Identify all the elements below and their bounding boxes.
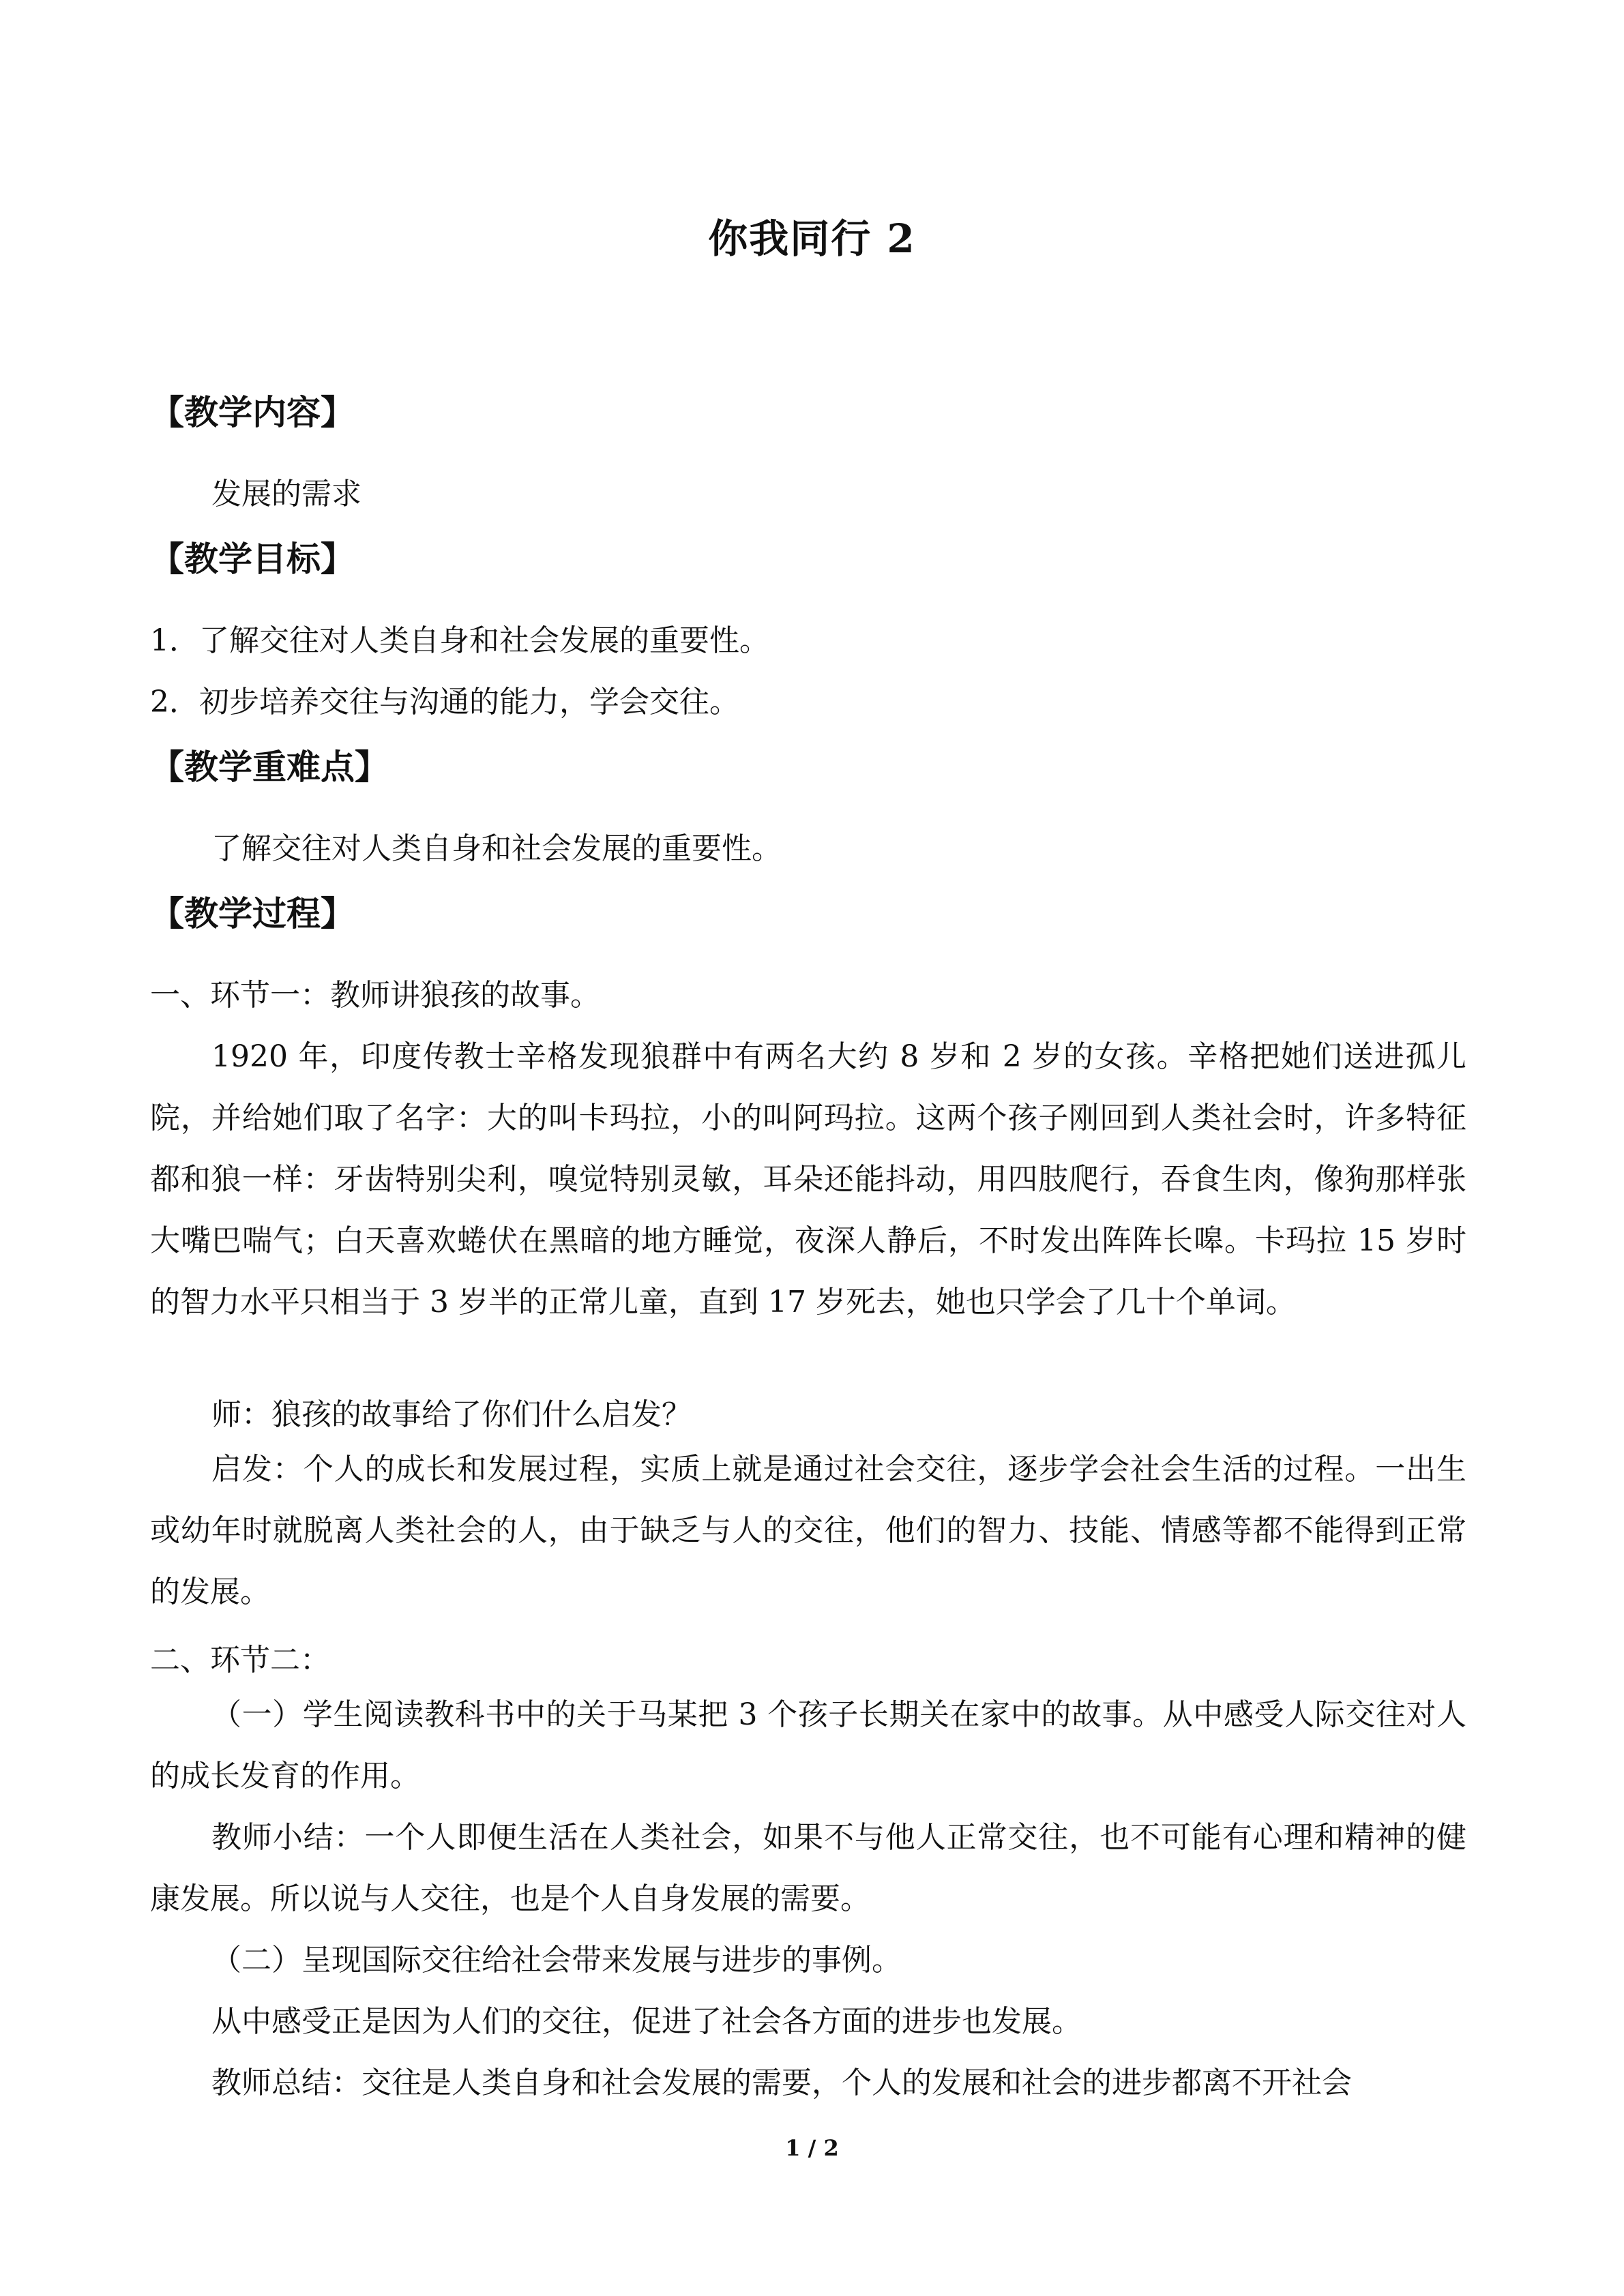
wolf-child-story: 1920 年，印度传教士辛格发现狼群中有两名大约 8 岁和 2 岁的女孩。辛格把她们送进孤儿院，并给她们取了名字：大的叫卡玛拉，小的叫阿玛拉。这两个孩子刚回到人类社会时，许多特征都和狼一样：牙齿特别尖利，嗅觉特别灵敏，耳朵还能抖动，用四肢爬行，吞食生肉，像狗那样张大嘴巴喘气；白天喜欢蜷伏在黑暗的地方睡觉，夜深人静后，不时发出阵阵长嗥。卡玛拉 15 岁时的智力水平只相当于 3 岁半的正常儿童，直到 17 岁死去，她也只学会了几十个单词。 bbox=[150, 1039, 1466, 1320]
page-number: 1 / 2 bbox=[785, 2135, 839, 2161]
heading-teaching-process: 【教学过程】 bbox=[150, 893, 355, 934]
key-points-text: 了解交往对人类自身和社会发展的重要性。 bbox=[211, 831, 782, 866]
step2-part1: （一）学生阅读教科书中的关于马某把 3 个孩子长期关在家中的故事。从中感受人际交往对人的成长发育的作用。 bbox=[150, 1697, 1466, 1793]
heading-key-points: 【教学重难点】 bbox=[150, 747, 389, 787]
teacher-summary-2: 教师总结：交往是人类自身和社会发展的需要，个人的发展和社会的进步都离不开社会 bbox=[211, 2066, 1352, 2100]
process-step2-title: 二、环节二： bbox=[150, 1643, 330, 1678]
heading-teaching-goals: 【教学目标】 bbox=[150, 539, 355, 579]
goal-item-1: 1．了解交往对人类自身和社会发展的重要性。 bbox=[150, 623, 769, 658]
heading-teaching-content: 【教学内容】 bbox=[150, 392, 355, 432]
teaching-content-text: 发展的需求 bbox=[211, 477, 361, 511]
insight-paragraph: 启发：个人的成长和发展过程，实质上就是通过社会交往，逐步学会社会生活的过程。一出生或幼年时就脱离人类社会的人，由于缺乏与人的交往，他们的智力、技能、情感等都不能得到正常的发展。 bbox=[150, 1452, 1466, 1609]
teacher-summary-1: 教师小结：一个人即便生活在人类社会，如果不与他人正常交往，也不可能有心理和精神的健康发展。所以说与人交往，也是个人自身发展的需要。 bbox=[150, 1820, 1466, 1916]
process-step1-title: 一、环节一：教师讲狼孩的故事。 bbox=[150, 978, 600, 1013]
goal-item-2: 2．初步培养交往与沟通的能力，学会交往。 bbox=[150, 685, 739, 719]
document-title: 你我同行 2 bbox=[708, 215, 916, 262]
teacher-question: 师：狼孩的故事给了你们什么启发？ bbox=[211, 1397, 692, 1432]
step2-part2: （二）呈现国际交往给社会带来发展与进步的事例。 bbox=[211, 1943, 902, 1978]
step2-part2-feel: 从中感受正是因为人们的交往，促进了社会各方面的进步也发展。 bbox=[211, 2004, 1082, 2039]
